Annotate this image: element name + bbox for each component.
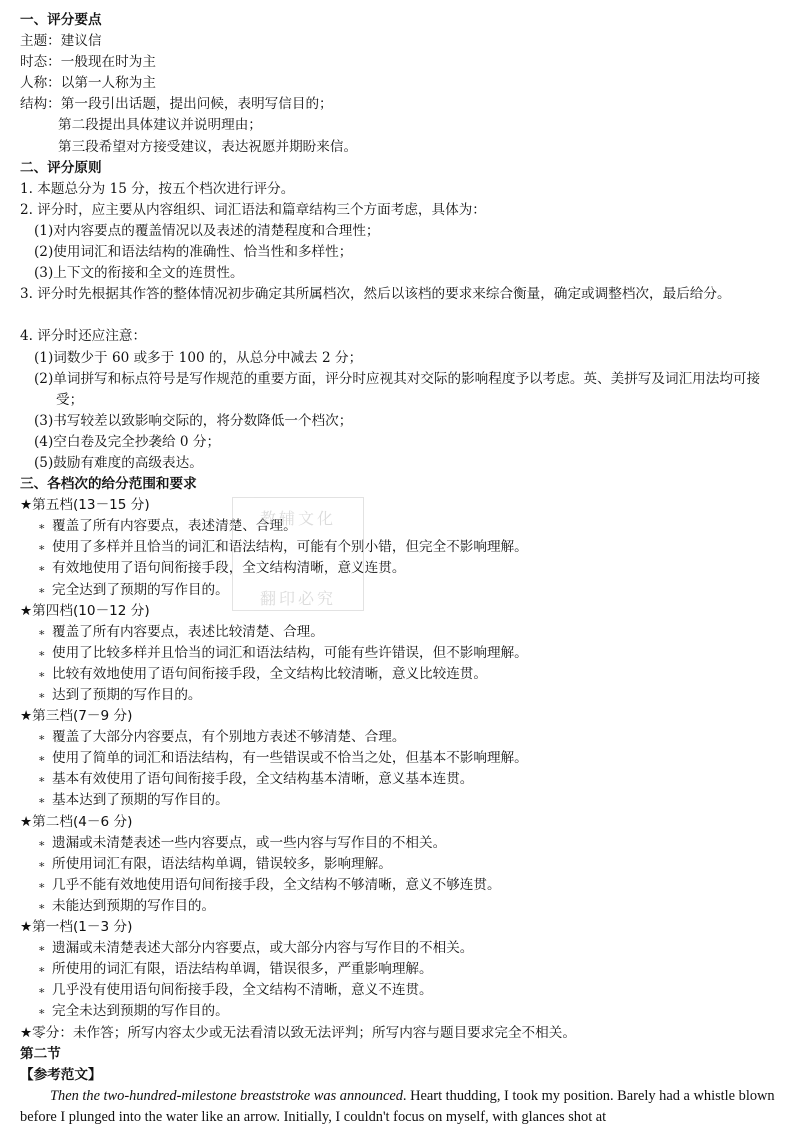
section-heading-scoring-points: 一、评分要点: [20, 12, 102, 28]
topic-line: 主题：建议信: [20, 33, 102, 50]
tier-2-item: ∗ 遗漏或未清楚表述一些内容要点，或一些内容与写作目的不相关。: [20, 833, 780, 854]
principle-4-item-1: (1)词数少于 60 或多于 100 的，从总分中减去 2 分；: [34, 349, 363, 366]
bullet-icon: ∗: [38, 963, 46, 977]
tier-1-heading: ★第一档(1－3 分): [20, 919, 133, 936]
tier-4-item: ∗ 比较有效地使用了语句间衔接手段，全文结构比较清晰，意义比较连贯。: [20, 664, 780, 685]
tier-5-item: ∗ 完全达到了预期的写作目的。: [20, 580, 780, 601]
principle-2-item-3: (3)上下文的衔接和全文的连贯性。: [34, 265, 244, 282]
tier-5-item: ∗ 有效地使用了语句间衔接手段，全文结构清晰，意义连贯。: [20, 558, 780, 579]
bullet-icon: ∗: [38, 731, 46, 745]
tier-3-heading: ★第三档(7－9 分): [20, 708, 133, 725]
bullet-icon: ∗: [38, 857, 46, 871]
watermark-stamp: [232, 497, 364, 611]
tier-2-item: ∗ 所使用词汇有限，语法结构单调，错误较多，影响理解。: [20, 854, 780, 875]
structure-line-3: 第三段希望对方接受建议，表达祝愿并期盼来信。: [58, 138, 358, 155]
bullet-icon: ∗: [38, 583, 46, 597]
bullet-icon: ∗: [38, 689, 46, 702]
essay-body: . Heart thudding, I took my position. Barely had a whistle blown before I plunged into the water like an arrow. Initially, I couldn't focus on myself, with glances shot at: [20, 1087, 775, 1125]
principle-1: 1. 本题总分为 15 分，按五个档次进行评分。: [20, 180, 295, 197]
tier-4-item: ∗ 使用了比较多样并且恰当的词汇和语法结构，可能有些许错误，但不影响理解。: [20, 643, 780, 664]
tier-1-item: ∗ 完全未达到预期的写作目的。: [20, 1001, 780, 1022]
bullet-icon: ∗: [38, 899, 46, 913]
sample-essay-label: 【参考范文】: [20, 1066, 102, 1083]
principle-2-item-1: (1)对内容要点的覆盖情况以及表述的清楚程度和合理性；: [34, 222, 380, 239]
bullet-icon: ∗: [38, 878, 46, 892]
section-heading-principles: 二、评分原则: [20, 159, 102, 176]
principle-4-item-3: (3)书写较差以致影响交际的，将分数降低一个档次；: [34, 412, 353, 429]
part-2-heading: 第二节: [20, 1045, 61, 1062]
bullet-icon: ∗: [38, 773, 46, 787]
bullet-icon: ∗: [38, 942, 46, 956]
essay-opening-sentence: Then the two-hundred-milestone breaststroke was announced: [50, 1087, 403, 1104]
principle-4-item-4: (4)空白卷及完全抄袭给 0 分；: [34, 433, 221, 450]
tier-2-item: ∗ 几乎不能有效地使用语句间衔接手段，全文结构不够清晰，意义不够连贯。: [20, 875, 780, 896]
person-line: 人称：以第一人称为主: [20, 75, 156, 92]
tier-5-heading: ★第五档(13－15 分): [20, 497, 150, 514]
tier-5-item: ∗ 覆盖了所有内容要点，表述清楚、合理。: [20, 516, 780, 537]
principle-4: 4. 评分时还应注意：: [20, 328, 147, 345]
tier-2-item: ∗ 未能达到预期的写作目的。: [20, 896, 780, 917]
principle-4-item-5: (5)鼓励有难度的高级表达。: [34, 454, 203, 471]
tier-1-item: ∗ 遗漏或未清楚表述大部分内容要点，或大部分内容与写作目的不相关。: [20, 938, 780, 959]
bullet-icon: ∗: [38, 646, 46, 660]
bullet-icon: ∗: [38, 625, 46, 639]
watermark-bottom-text: 翻印必究: [259, 589, 336, 608]
tier-4-item: ∗ 覆盖了所有内容要点，表述比较清楚、合理。: [20, 622, 780, 643]
bullet-icon: ∗: [38, 562, 46, 576]
principle-2: 2. 评分时，应主要从内容组织、词汇语法和篇章结构三个方面考虑，具体为：: [20, 201, 486, 218]
tier-4-item: ∗ 达到了预期的写作目的。: [20, 685, 780, 706]
bullet-icon: ∗: [38, 752, 46, 766]
tier-5-item: ∗ 使用了多样并且恰当的词汇和语法结构，可能有个别小错，但完全不影响理解。: [20, 537, 780, 558]
bullet-icon: ∗: [38, 984, 46, 998]
tier-3-item: ∗ 覆盖了大部分内容要点，有个别地方表述不够清楚、合理。: [20, 727, 780, 748]
tier-2-heading: ★第二档(4－6 分): [20, 813, 133, 830]
tier-3-item: ∗ 使用了简单的词汇和语法结构，有一些错误或不恰当之处，但基本不影响理解。: [20, 748, 780, 769]
principle-3: 3. 评分时先根据其作答的整体情况初步确定其所属档次，然后以该档的要求来综合衡量，确定或调整档次，最后给分。: [20, 286, 731, 303]
section-heading-tiers: 三、各档次的给分范围和要求: [20, 476, 197, 493]
bullet-icon: ∗: [38, 520, 46, 534]
bullet-icon: ∗: [38, 667, 46, 681]
tier-zero-line: ★零分：未作答；所写内容太少或无法看清以致无法评判；所写内容与题目要求完全不相关。: [20, 1024, 576, 1041]
bullet-icon: ∗: [38, 1005, 46, 1019]
document-page: [20, 10, 780, 1128]
principle-4-item-2: (2)单词拼写和标点符号是写作规范的重要方面，评分时应视其对交际的影响程度予以考虑。英、美拼写及词汇用法均可接受；: [34, 370, 761, 408]
principle-2-item-2: (2)使用词汇和语法结构的准确性、恰当性和多样性；: [34, 244, 353, 261]
tier-3-item: ∗ 基本达到了预期的写作目的。: [20, 790, 780, 811]
tier-4-heading: ★第四档(10－12 分): [20, 602, 150, 619]
structure-line-2: 第二段提出具体建议并说明理由；: [58, 117, 262, 134]
tier-1-item: ∗ 所使用的词汇有限，语法结构单调，错误很多，严重影响理解。: [20, 959, 780, 980]
tense-line: 时态：一般现在时为主: [20, 54, 156, 71]
bullet-icon: ∗: [38, 541, 46, 555]
tier-3-item: ∗ 基本有效使用了语句间衔接手段，全文结构基本清晰，意义基本连贯。: [20, 769, 780, 790]
watermark-top-text: 教辅文化: [259, 509, 336, 528]
tier-1-item: ∗ 几乎没有使用语句间衔接手段，全文结构不清晰，意义不连贯。: [20, 980, 780, 1001]
bullet-icon: ∗: [38, 836, 46, 850]
bullet-icon: ∗: [38, 794, 46, 808]
structure-line-1: 结构：第一段引出话题，提出问候，表明写信目的；: [20, 96, 333, 113]
